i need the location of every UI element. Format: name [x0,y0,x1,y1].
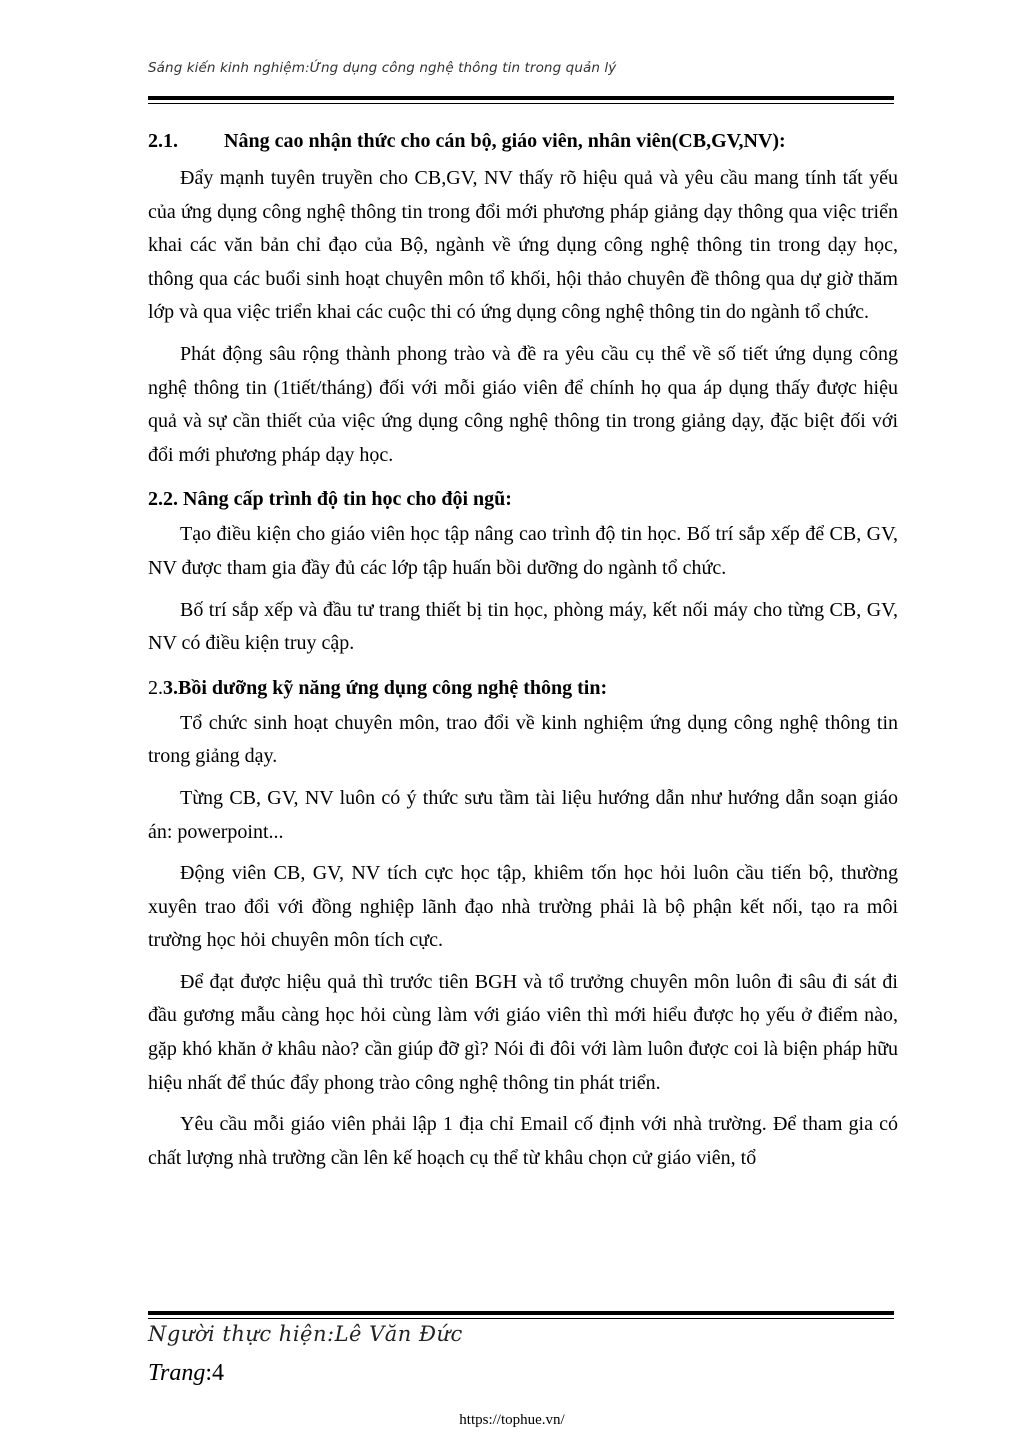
paragraph: Đẩy mạnh tuyên truyền cho CB,GV, NV thấy rõ hiệu quả và yêu cầu mang tính tất yếu của ứng dụng công nghệ thông tin trong đổi mới phương pháp giảng dạy thông qua việc triển khai các văn bản chỉ đạo của Bộ, ngành về ứng dụng công nghệ thông tin trong dạy học, thông qua các buổi sinh hoạt chuyên môn tổ khối, hội thảo chuyên đề thông qua dự giờ thăm lớp và qua việc triển khai các cuộc thi có ứng dụng công nghệ thông tin do ngành tổ chức. [148,167,898,324]
paragraph: Phát động sâu rộng thành phong trào và đề ra yêu cầu cụ thể về số tiết ứng dụng công nghệ thông tin (1tiết/tháng) đối với mỗi giáo viên để chính họ qua áp dụng thấy được hiệu quả và sự cần thiết của việc ứng dụng công nghệ thông tin trong giảng dạy, đặc biệt đối với đổi mới phương pháp dạy học. [148,342,898,466]
section-heading-2-3 [148,669,898,707]
header-prefix: Sáng kiến kinh nghiệm [148,60,305,76]
section-title: Nâng cao nhận thức cho cán bộ, giáo viên, nhân viên(CB,GV,NV): [224,130,786,152]
paragraph: Từng CB, GV, NV luôn có ý thức sưu tầm tài liệu hướng dẫn như hướng dẫn soạn giáo án: powerpoint... [148,786,898,843]
source-url: https://tophue.vn/ [459,1412,565,1428]
paragraph: Động viên CB, GV, NV tích cực học tập, khiêm tốn học hỏi luôn cầu tiến bộ, thường xuyên trao đổi với đồng nghiệp lãnh đạo nhà trường phải là bộ phận kết nối, tạo ra môi trường học hỏi chuyên môn tích cực. [148,862,898,952]
paragraph: Tạo điều kiện cho giáo viên học tập nâng cao trình độ tin học. Bố trí sắp xếp để CB, GV, NV được tham gia đầy đủ các lớp tập huấn bồi dưỡng do ngành tổ chức. [148,523,898,579]
page-separator: : [205,1360,213,1386]
section-number-bold: 3. [163,676,178,699]
section-number: 2.2. [148,488,178,511]
paragraph: Để đạt được hiệu quả thì trước tiên BGH và tổ trưởng chuyên môn luôn đi sâu đi sát đi đầu gương mẫu càng học hỏi cùng làm với giáo viên thì mới hiểu được họ yếu ở điểm nào, gặp khó khăn ở khâu nào? cần giúp đỡ gì? Nói đi đôi với làm luôn được coi là biện pháp hữu hiệu nhất để thúc đẩy phong trào công nghệ thông tin phát triển. [148,970,898,1094]
paragraph: Tổ chức sinh hoạt chuyên môn, trao đổi về kinh nghiệm ứng dụng công nghệ thông tin trong giảng dạy. [148,711,898,768]
page-label: Trang [148,1360,206,1386]
section-heading-2-2 [148,480,898,518]
header-double-rule [148,96,894,104]
page-body [148,122,898,1183]
footer-author: Người thực hiện:Lê Văn Đức [148,1322,463,1346]
section-title: Bồi dưỡng kỹ năng ứng dụng công nghệ thông tin: [178,676,608,699]
paragraph: Yêu cầu mỗi giáo viên phải lập 1 địa chỉ Email cố định với nhà trường. Để tham gia có chất lượng nhà trường cần lên kế hoạch cụ thể từ khâu chọn cử giáo viên, tổ [148,1113,898,1169]
header-title: Ứng dụng công nghệ thông tin trong quản lý [309,60,617,76]
section-number: 2.1. [148,130,178,152]
page-number: 4 [212,1360,225,1386]
footer-double-rule [148,1311,894,1319]
header-separator: : [304,60,310,75]
section-number-plain: 2. [148,676,163,699]
section-heading-2-1 [148,122,898,160]
section-title: Nâng cấp trình độ tin học cho đội ngũ: [183,488,512,511]
footer-page-number [148,1360,224,1387]
running-header [148,60,894,76]
paragraph: Bố trí sắp xếp và đầu tư trang thiết bị tin học, phòng máy, kết nối máy cho từng CB, GV, NV có điều kiện truy cập. [148,598,898,655]
